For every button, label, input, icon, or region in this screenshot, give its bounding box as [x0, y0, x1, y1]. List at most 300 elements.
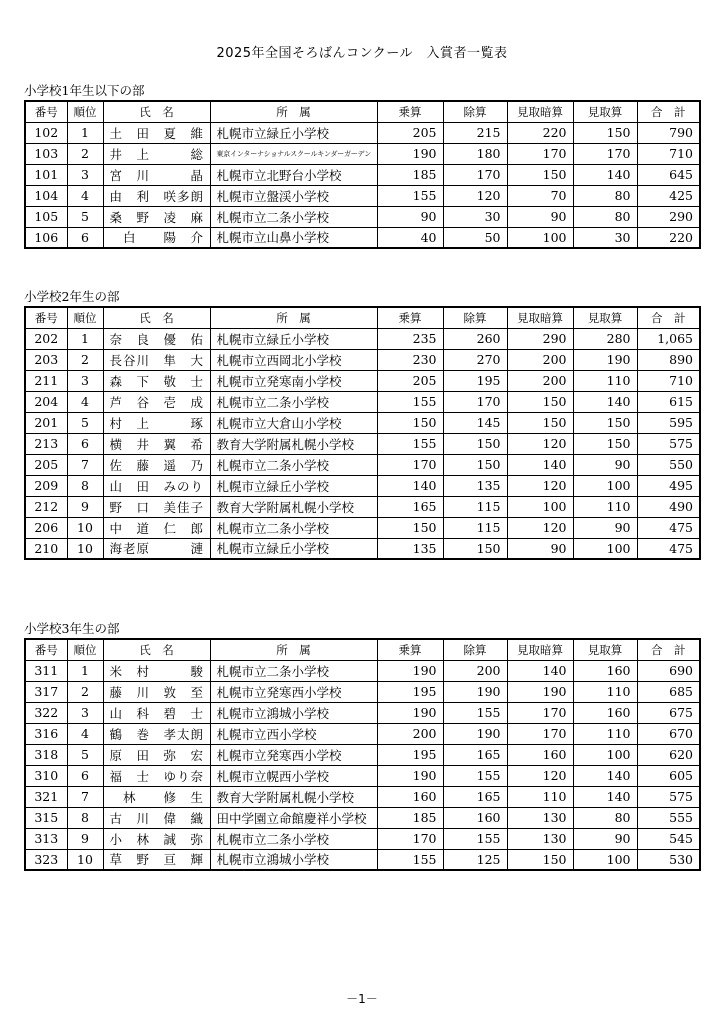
- column-header-total: 合 計: [637, 639, 700, 660]
- cell-name: 海老原 漣: [103, 538, 210, 559]
- section-label: 小学校3年生の部: [24, 621, 120, 636]
- cell-school: 札幌市立鴻城小学校: [210, 849, 377, 870]
- table-row: [25, 164, 700, 185]
- column-header-mental: 見取暗算: [507, 639, 573, 660]
- cell-mult: 230: [377, 349, 443, 370]
- cell-sight: 140: [573, 164, 637, 185]
- cell-div: 165: [443, 786, 507, 807]
- table-row: [25, 807, 700, 828]
- column-header-div: 除算: [443, 639, 507, 660]
- cell-div: 215: [443, 122, 507, 143]
- cell-id: 212: [25, 496, 67, 517]
- cell-school: 札幌市立二条小学校: [210, 391, 377, 412]
- cell-mental: 140: [507, 454, 573, 475]
- cell-sight: 280: [573, 328, 637, 349]
- table-row: [25, 786, 700, 807]
- cell-school: 札幌市立二条小学校: [210, 206, 377, 227]
- column-header-mental: 見取暗算: [507, 101, 573, 122]
- cell-name: 桑 野 凌 麻: [103, 206, 210, 227]
- cell-div: 155: [443, 828, 507, 849]
- cell-mult: 190: [377, 702, 443, 723]
- cell-total: 475: [637, 517, 700, 538]
- cell-total: 710: [637, 370, 700, 391]
- table-row: [25, 349, 700, 370]
- cell-mult: 190: [377, 143, 443, 164]
- table-header-row: [25, 307, 700, 328]
- cell-id: 205: [25, 454, 67, 475]
- cell-mental: 170: [507, 143, 573, 164]
- cell-mental: 130: [507, 807, 573, 828]
- cell-sight: 140: [573, 786, 637, 807]
- cell-sight: 170: [573, 143, 637, 164]
- cell-total: 495: [637, 475, 700, 496]
- cell-rank: 9: [67, 828, 103, 849]
- cell-mental: 150: [507, 391, 573, 412]
- table-row: [25, 227, 700, 248]
- cell-total: 575: [637, 786, 700, 807]
- cell-div: 50: [443, 227, 507, 248]
- cell-total: 475: [637, 538, 700, 559]
- cell-rank: 10: [67, 538, 103, 559]
- cell-id: 105: [25, 206, 67, 227]
- column-header-name: 氏 名: [103, 101, 210, 122]
- page-title: 2025年全国そろばんコンクール 入賞者一覧表: [216, 46, 508, 61]
- cell-school: 札幌市立盤渓小学校: [210, 185, 377, 206]
- cell-mult: 165: [377, 496, 443, 517]
- column-header-sight: 見取算: [573, 639, 637, 660]
- cell-rank: 3: [67, 702, 103, 723]
- cell-school: 東京インターナショナルスクールキンダーガーデン: [210, 143, 377, 164]
- cell-total: 620: [637, 744, 700, 765]
- cell-id: 202: [25, 328, 67, 349]
- table-row: [25, 723, 700, 744]
- cell-div: 115: [443, 496, 507, 517]
- cell-school: 札幌市立緑丘小学校: [210, 538, 377, 559]
- cell-rank: 2: [67, 681, 103, 702]
- cell-mult: 155: [377, 391, 443, 412]
- table-row: [25, 370, 700, 391]
- cell-name: 山 田 みのり: [103, 475, 210, 496]
- table-row: [25, 412, 700, 433]
- cell-total: 685: [637, 681, 700, 702]
- cell-rank: 7: [67, 786, 103, 807]
- table-row: [25, 765, 700, 786]
- cell-name: 横 井 翼 希: [103, 433, 210, 454]
- cell-rank: 10: [67, 849, 103, 870]
- cell-school: 札幌市立大倉山小学校: [210, 412, 377, 433]
- cell-mental: 170: [507, 702, 573, 723]
- cell-mental: 150: [507, 849, 573, 870]
- cell-name: 奈 良 優 佑: [103, 328, 210, 349]
- cell-id: 106: [25, 227, 67, 248]
- cell-div: 200: [443, 660, 507, 681]
- cell-sight: 150: [573, 433, 637, 454]
- column-header-total: 合 計: [637, 307, 700, 328]
- cell-rank: 1: [67, 122, 103, 143]
- cell-mental: 120: [507, 765, 573, 786]
- cell-sight: 90: [573, 454, 637, 475]
- table-row: [25, 433, 700, 454]
- cell-mult: 150: [377, 517, 443, 538]
- cell-mult: 155: [377, 849, 443, 870]
- cell-total: 790: [637, 122, 700, 143]
- cell-id: 203: [25, 349, 67, 370]
- cell-name: 草 野 亘 輝: [103, 849, 210, 870]
- cell-mult: 190: [377, 765, 443, 786]
- cell-div: 150: [443, 454, 507, 475]
- table-row: [25, 328, 700, 349]
- column-header-rank: 順位: [67, 101, 103, 122]
- cell-school: 札幌市立北野台小学校: [210, 164, 377, 185]
- cell-rank: 3: [67, 164, 103, 185]
- cell-school: 札幌市立緑丘小学校: [210, 122, 377, 143]
- cell-name: 福 士 ゆり奈: [103, 765, 210, 786]
- cell-div: 135: [443, 475, 507, 496]
- table-row: [25, 517, 700, 538]
- cell-id: 213: [25, 433, 67, 454]
- cell-school: 札幌市立西岡北小学校: [210, 349, 377, 370]
- cell-rank: 4: [67, 723, 103, 744]
- cell-sight: 150: [573, 122, 637, 143]
- cell-total: 220: [637, 227, 700, 248]
- cell-mental: 70: [507, 185, 573, 206]
- cell-rank: 2: [67, 349, 103, 370]
- results-table: [24, 100, 701, 249]
- cell-rank: 5: [67, 744, 103, 765]
- column-header-rank: 順位: [67, 639, 103, 660]
- cell-sight: 110: [573, 723, 637, 744]
- cell-mental: 220: [507, 122, 573, 143]
- table-row: [25, 206, 700, 227]
- cell-name: 野 口 美佳子: [103, 496, 210, 517]
- cell-div: 260: [443, 328, 507, 349]
- cell-rank: 5: [67, 412, 103, 433]
- cell-div: 190: [443, 681, 507, 702]
- column-header-rank: 順位: [67, 307, 103, 328]
- cell-total: 425: [637, 185, 700, 206]
- cell-name: 長谷川 隼 大: [103, 349, 210, 370]
- cell-mental: 190: [507, 681, 573, 702]
- cell-rank: 8: [67, 475, 103, 496]
- cell-div: 270: [443, 349, 507, 370]
- cell-id: 101: [25, 164, 67, 185]
- cell-rank: 10: [67, 517, 103, 538]
- cell-rank: 1: [67, 328, 103, 349]
- cell-id: 211: [25, 370, 67, 391]
- table-header-row: [25, 639, 700, 660]
- cell-id: 310: [25, 765, 67, 786]
- table-row: [25, 143, 700, 164]
- cell-name: 鶴 巻 孝太朗: [103, 723, 210, 744]
- cell-rank: 2: [67, 143, 103, 164]
- cell-mult: 200: [377, 723, 443, 744]
- cell-div: 180: [443, 143, 507, 164]
- cell-id: 102: [25, 122, 67, 143]
- cell-mental: 110: [507, 786, 573, 807]
- cell-id: 206: [25, 517, 67, 538]
- cell-mult: 160: [377, 786, 443, 807]
- table-row: [25, 849, 700, 870]
- cell-mult: 195: [377, 681, 443, 702]
- cell-mental: 100: [507, 227, 573, 248]
- section-grade1: [24, 82, 699, 249]
- cell-school: 教育大学附属札幌小学校: [210, 786, 377, 807]
- table-row: [25, 185, 700, 206]
- column-header-name: 氏 名: [103, 639, 210, 660]
- cell-mental: 140: [507, 660, 573, 681]
- cell-name: 白 陽 介: [103, 227, 210, 248]
- cell-id: 316: [25, 723, 67, 744]
- column-header-id: 番号: [25, 639, 67, 660]
- cell-name: 林 修 生: [103, 786, 210, 807]
- cell-name: 芦 谷 壱 成: [103, 391, 210, 412]
- section-grade2: [24, 288, 699, 560]
- cell-sight: 100: [573, 744, 637, 765]
- column-header-mult: 乗算: [377, 307, 443, 328]
- cell-rank: 1: [67, 660, 103, 681]
- section-grade3: [24, 620, 699, 871]
- cell-name: 森 下 敬 士: [103, 370, 210, 391]
- cell-total: 555: [637, 807, 700, 828]
- table-row: [25, 122, 700, 143]
- cell-mult: 140: [377, 475, 443, 496]
- cell-rank: 6: [67, 765, 103, 786]
- cell-div: 125: [443, 849, 507, 870]
- cell-id: 311: [25, 660, 67, 681]
- cell-id: 317: [25, 681, 67, 702]
- cell-rank: 6: [67, 227, 103, 248]
- cell-div: 30: [443, 206, 507, 227]
- column-header-mult: 乗算: [377, 639, 443, 660]
- cell-div: 150: [443, 538, 507, 559]
- cell-id: 318: [25, 744, 67, 765]
- table-row: [25, 391, 700, 412]
- cell-total: 1,065: [637, 328, 700, 349]
- table-row: [25, 828, 700, 849]
- cell-mult: 235: [377, 328, 443, 349]
- cell-mental: 150: [507, 164, 573, 185]
- cell-div: 120: [443, 185, 507, 206]
- cell-total: 690: [637, 660, 700, 681]
- cell-sight: 110: [573, 370, 637, 391]
- cell-sight: 30: [573, 227, 637, 248]
- column-header-div: 除算: [443, 307, 507, 328]
- table-row: [25, 538, 700, 559]
- cell-sight: 110: [573, 496, 637, 517]
- results-table: [24, 638, 701, 871]
- cell-mental: 120: [507, 475, 573, 496]
- cell-sight: 160: [573, 702, 637, 723]
- cell-name: 宮 川 晶: [103, 164, 210, 185]
- cell-id: 104: [25, 185, 67, 206]
- cell-sight: 80: [573, 185, 637, 206]
- cell-div: 170: [443, 164, 507, 185]
- cell-div: 145: [443, 412, 507, 433]
- cell-total: 550: [637, 454, 700, 475]
- cell-mental: 90: [507, 538, 573, 559]
- cell-id: 321: [25, 786, 67, 807]
- cell-div: 150: [443, 433, 507, 454]
- cell-div: 195: [443, 370, 507, 391]
- cell-sight: 80: [573, 206, 637, 227]
- cell-div: 155: [443, 765, 507, 786]
- cell-name: 由 利 咲多朗: [103, 185, 210, 206]
- cell-name: 佐 藤 遥 乃: [103, 454, 210, 475]
- cell-mental: 130: [507, 828, 573, 849]
- cell-mental: 120: [507, 433, 573, 454]
- cell-rank: 8: [67, 807, 103, 828]
- cell-mental: 100: [507, 496, 573, 517]
- cell-sight: 90: [573, 517, 637, 538]
- cell-name: 井 上 総: [103, 143, 210, 164]
- column-header-sight: 見取算: [573, 307, 637, 328]
- cell-school: 札幌市立鴻城小学校: [210, 702, 377, 723]
- cell-mult: 155: [377, 433, 443, 454]
- cell-mental: 200: [507, 370, 573, 391]
- table-row: [25, 660, 700, 681]
- cell-id: 322: [25, 702, 67, 723]
- cell-mental: 200: [507, 349, 573, 370]
- cell-mental: 290: [507, 328, 573, 349]
- cell-sight: 190: [573, 349, 637, 370]
- cell-school: 札幌市立発寒西小学校: [210, 744, 377, 765]
- cell-mult: 150: [377, 412, 443, 433]
- cell-rank: 6: [67, 433, 103, 454]
- cell-school: 札幌市立二条小学校: [210, 828, 377, 849]
- cell-total: 530: [637, 849, 700, 870]
- section-label: 小学校2年生の部: [24, 289, 120, 304]
- cell-mental: 120: [507, 517, 573, 538]
- cell-total: 290: [637, 206, 700, 227]
- cell-name: 土 田 夏 維: [103, 122, 210, 143]
- column-header-school: 所 属: [210, 639, 377, 660]
- cell-sight: 100: [573, 538, 637, 559]
- cell-total: 890: [637, 349, 700, 370]
- cell-rank: 7: [67, 454, 103, 475]
- column-header-name: 氏 名: [103, 307, 210, 328]
- cell-id: 323: [25, 849, 67, 870]
- cell-sight: 140: [573, 765, 637, 786]
- cell-school: 札幌市立発寒南小学校: [210, 370, 377, 391]
- results-table: [24, 306, 701, 560]
- cell-sight: 160: [573, 660, 637, 681]
- cell-sight: 150: [573, 412, 637, 433]
- cell-mult: 185: [377, 164, 443, 185]
- cell-name: 小 林 誠 弥: [103, 828, 210, 849]
- cell-id: 315: [25, 807, 67, 828]
- column-header-school: 所 属: [210, 307, 377, 328]
- cell-sight: 100: [573, 475, 637, 496]
- table-row: [25, 681, 700, 702]
- cell-sight: 110: [573, 681, 637, 702]
- cell-name: 中 道 仁 郎: [103, 517, 210, 538]
- cell-name: 山 科 碧 士: [103, 702, 210, 723]
- cell-total: 545: [637, 828, 700, 849]
- column-header-id: 番号: [25, 101, 67, 122]
- column-header-school: 所 属: [210, 101, 377, 122]
- cell-school: 札幌市立緑丘小学校: [210, 475, 377, 496]
- cell-mental: 150: [507, 412, 573, 433]
- table-row: [25, 475, 700, 496]
- cell-rank: 4: [67, 185, 103, 206]
- cell-rank: 9: [67, 496, 103, 517]
- column-header-total: 合 計: [637, 101, 700, 122]
- cell-id: 103: [25, 143, 67, 164]
- cell-total: 595: [637, 412, 700, 433]
- cell-mult: 195: [377, 744, 443, 765]
- cell-sight: 100: [573, 849, 637, 870]
- column-header-div: 除算: [443, 101, 507, 122]
- cell-school: 札幌市立幌西小学校: [210, 765, 377, 786]
- column-header-mult: 乗算: [377, 101, 443, 122]
- cell-id: 210: [25, 538, 67, 559]
- cell-mult: 135: [377, 538, 443, 559]
- cell-div: 190: [443, 723, 507, 744]
- cell-mental: 90: [507, 206, 573, 227]
- cell-school: 札幌市立二条小学校: [210, 454, 377, 475]
- cell-total: 670: [637, 723, 700, 744]
- cell-mult: 90: [377, 206, 443, 227]
- cell-mental: 170: [507, 723, 573, 744]
- table-row: [25, 454, 700, 475]
- cell-id: 313: [25, 828, 67, 849]
- cell-total: 645: [637, 164, 700, 185]
- cell-total: 575: [637, 433, 700, 454]
- cell-mult: 205: [377, 370, 443, 391]
- cell-total: 605: [637, 765, 700, 786]
- cell-school: 田中学園立命館慶祥小学校: [210, 807, 377, 828]
- cell-mult: 185: [377, 807, 443, 828]
- cell-school: 札幌市立二条小学校: [210, 517, 377, 538]
- cell-mult: 40: [377, 227, 443, 248]
- cell-sight: 140: [573, 391, 637, 412]
- cell-id: 204: [25, 391, 67, 412]
- cell-name: 古 川 偉 織: [103, 807, 210, 828]
- cell-div: 170: [443, 391, 507, 412]
- table-header-row: [25, 101, 700, 122]
- cell-name: 村 上 琢: [103, 412, 210, 433]
- cell-school: 札幌市立緑丘小学校: [210, 328, 377, 349]
- cell-mult: 170: [377, 828, 443, 849]
- cell-mental: 160: [507, 744, 573, 765]
- table-row: [25, 496, 700, 517]
- cell-div: 160: [443, 807, 507, 828]
- cell-total: 675: [637, 702, 700, 723]
- cell-name: 米 村 駿: [103, 660, 210, 681]
- column-header-mental: 見取暗算: [507, 307, 573, 328]
- cell-sight: 80: [573, 807, 637, 828]
- cell-school: 教育大学附属札幌小学校: [210, 433, 377, 454]
- section-label: 小学校1年生以下の部: [24, 83, 145, 98]
- cell-id: 209: [25, 475, 67, 496]
- cell-div: 115: [443, 517, 507, 538]
- cell-div: 155: [443, 702, 507, 723]
- cell-school: 札幌市立山鼻小学校: [210, 227, 377, 248]
- column-header-id: 番号: [25, 307, 67, 328]
- cell-total: 710: [637, 143, 700, 164]
- cell-name: 原 田 弥 宏: [103, 744, 210, 765]
- cell-rank: 5: [67, 206, 103, 227]
- cell-mult: 170: [377, 454, 443, 475]
- cell-school: 札幌市立二条小学校: [210, 660, 377, 681]
- cell-total: 615: [637, 391, 700, 412]
- table-row: [25, 744, 700, 765]
- cell-mult: 155: [377, 185, 443, 206]
- cell-id: 201: [25, 412, 67, 433]
- cell-rank: 3: [67, 370, 103, 391]
- cell-mult: 205: [377, 122, 443, 143]
- table-row: [25, 702, 700, 723]
